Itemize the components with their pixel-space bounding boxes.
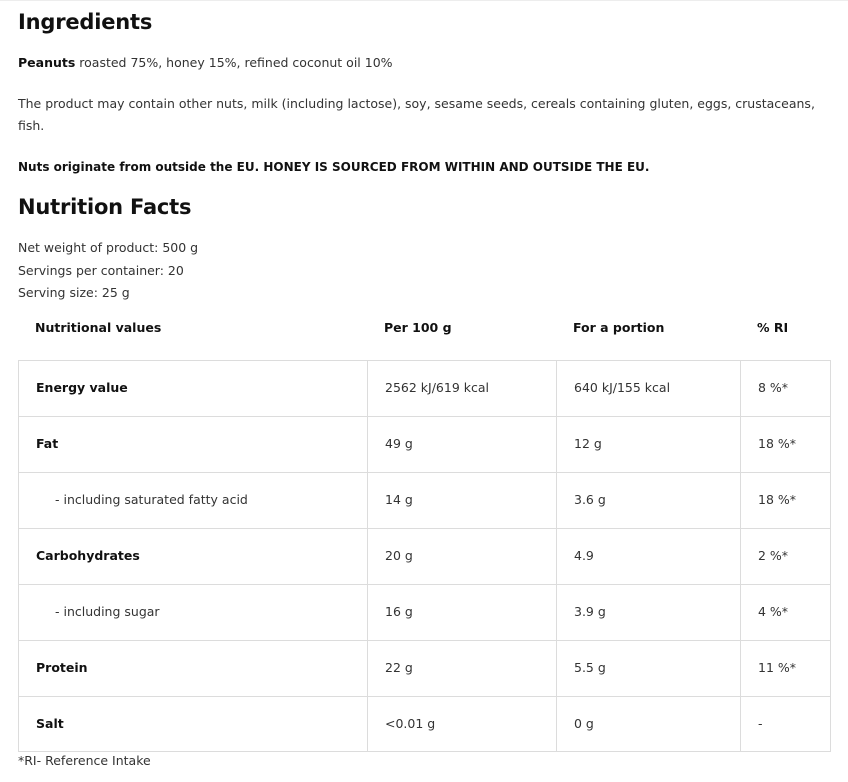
table-row	[19, 585, 830, 641]
nutrient-name: Carbohydrates	[36, 548, 140, 563]
ri-value: 18 %*	[758, 492, 797, 507]
column-header-portion: For a portion	[573, 320, 665, 335]
net-weight: Net weight of product: 500 g	[18, 240, 199, 255]
column-header-ri: % RI	[757, 320, 789, 335]
origin-statement: Nuts originate from outside the EU. HONEY IS SOURCED FROM WITHIN AND OUTSIDE THE EU.	[18, 160, 650, 174]
reference-intake-footnote: *RI- Reference Intake	[18, 753, 151, 768]
per-100g-value: <0.01 g	[385, 716, 436, 731]
ri-value: 4 %*	[758, 604, 789, 619]
portion-value: 0 g	[574, 716, 594, 731]
ingredients-composition: roasted 75%, honey 15%, refined coconut oil 10%	[75, 55, 393, 70]
per-100g-value: 2562 kJ/619 kcal	[385, 380, 489, 395]
top-divider	[0, 0, 848, 1]
ri-value: -	[758, 716, 763, 731]
table-row	[19, 529, 830, 585]
table-row	[19, 473, 830, 529]
per-100g-value: 16 g	[385, 604, 413, 619]
nutrition-table-header	[18, 320, 830, 344]
nutrient-name: - including sugar	[55, 604, 160, 619]
table-row	[19, 697, 830, 751]
ingredients-heading: Ingredients	[18, 10, 153, 34]
per-100g-value: 14 g	[385, 492, 413, 507]
nutrition-heading: Nutrition Facts	[18, 195, 192, 219]
per-100g-value: 20 g	[385, 548, 413, 563]
nutrient-name: Energy value	[36, 380, 128, 395]
portion-value: 3.9 g	[574, 604, 606, 619]
column-header-per-100g: Per 100 g	[384, 320, 452, 335]
per-100g-value: 22 g	[385, 660, 413, 675]
nutrition-table	[18, 360, 831, 752]
ri-value: 2 %*	[758, 548, 789, 563]
per-100g-value: 49 g	[385, 436, 413, 451]
ri-value: 11 %*	[758, 660, 797, 675]
table-row	[19, 361, 830, 417]
ingredients-list	[18, 52, 828, 74]
product-metadata	[18, 237, 198, 305]
column-header-nutrient: Nutritional values	[35, 320, 162, 335]
nutrient-name: Fat	[36, 436, 59, 451]
nutrient-name: Salt	[36, 716, 64, 731]
portion-value: 3.6 g	[574, 492, 606, 507]
portion-value: 12 g	[574, 436, 602, 451]
ri-value: 18 %*	[758, 436, 797, 451]
portion-value: 4.9	[574, 548, 594, 563]
table-row	[19, 417, 830, 473]
ingredients-main-item: Peanuts	[18, 55, 76, 70]
servings-per-container: Servings per container: 20	[18, 262, 184, 278]
nutrient-name: Protein	[36, 660, 88, 675]
portion-value: 640 kJ/155 kcal	[574, 380, 671, 395]
allergen-warning: The product may contain other nuts, milk (including lactose), soy, sesame seeds, cereals containing gluten, eggs, crustaceans, fish.	[18, 96, 815, 133]
table-row	[19, 641, 830, 697]
serving-size: Serving size: 25 g	[18, 285, 130, 300]
nutrient-name: - including saturated fatty acid	[55, 492, 248, 507]
ri-value: 8 %*	[758, 380, 789, 395]
portion-value: 5.5 g	[574, 660, 606, 675]
